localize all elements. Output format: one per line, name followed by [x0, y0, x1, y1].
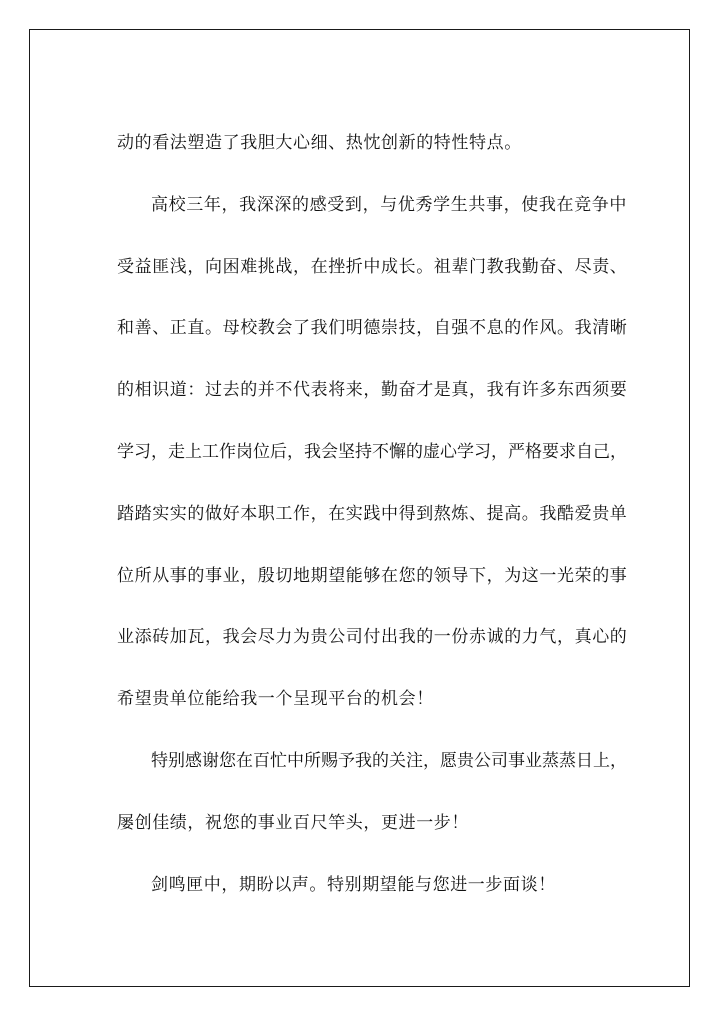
text-line-10: 希望贵单位能给我一个呈现平台的机会！	[117, 689, 434, 709]
text-line-12: 屡创佳绩，祝您的事业百尺竿头，更进一步！	[117, 813, 469, 833]
text-line-1: 动的看法塑造了我胆大心细、热忱创新的特性特点。	[117, 133, 522, 153]
text-line-2: 高校三年，我深深的感受到，与优秀学生共事，使我在竞争中	[151, 195, 627, 215]
text-line-13: 剑鸣匣中，期盼以声。特别期望能与您进一步面谈！	[151, 875, 556, 895]
text-line-8: 位所从事的事业，殷切地期望能够在您的领导下，为这一光荣的事	[117, 566, 628, 586]
text-line-11: 特别感谢您在百忙中所赐予我的关注，愿贵公司事业蒸蒸日上，	[151, 751, 627, 771]
text-line-7: 踏踏实实的做好本职工作，在实践中得到熬炼、提高。我酷爱贵单	[117, 504, 628, 524]
text-line-6: 学习，走上工作岗位后，我会坚持不懈的虚心学习，严格要求自己，	[117, 442, 627, 462]
text-line-4: 和善、正直。母校教会了我们明德崇技，自强不息的作风。我清晰	[117, 318, 628, 338]
text-line-9: 业添砖加瓦，我会尽力为贵公司付出我的一份赤诚的力气，真心的	[117, 627, 628, 647]
text-line-5: 的相识道：过去的并不代表将来，勤奋才是真，我有许多东西须要	[117, 380, 628, 400]
text-line-3: 受益匪浅，向困难挑战，在挫折中成长。祖辈门教我勤奋、尽责、	[117, 257, 628, 277]
